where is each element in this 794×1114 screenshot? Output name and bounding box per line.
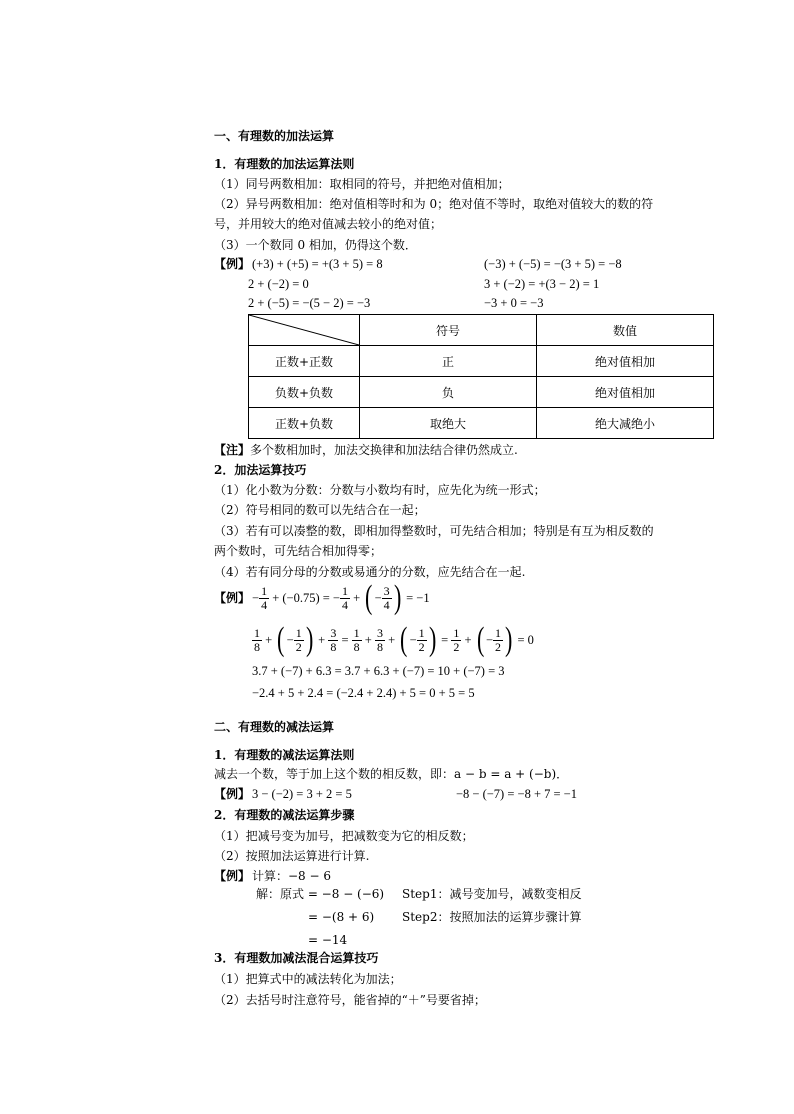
solution-step-1: Step1：减号变加号，减数变相反 <box>402 887 582 901</box>
heading-subtraction-steps: 2．有理数的减法运算步骤 <box>214 808 355 822</box>
section-title-addition: 一、有理数的加法运算 <box>214 129 335 143</box>
fraction-example-1: − $\frac{1}{4}$ + (−0.75) = − $\frac{1}{4}$ + ( − $\frac{3}{4}$ ) = −1 <box>252 579 430 616</box>
step-2: （2）按照加法运算进行计算. <box>214 849 370 863</box>
table-header-value: 数值 <box>537 315 714 346</box>
rule-2-line-2: 号，并用较大的绝对值减去较小的绝对值； <box>214 217 443 231</box>
example3-label: 【例】 <box>214 787 251 801</box>
decimal-example-2: −2.4 + 5 + 2.4 = (−2.4 + 2.4) + 5 = 0 + 5 = 5 <box>252 686 475 700</box>
table-corner-cell <box>249 315 360 346</box>
heading-mixed-tips: 3．有理数加减法混合运算技巧 <box>214 951 379 965</box>
subtraction-example-a: 3 − (−2) = 3 + 2 = 5 <box>252 787 352 801</box>
note-text: 多个数相加时，加法交换律和加法结合律仍然成立. <box>250 443 518 457</box>
note-label: 【注】 <box>214 443 251 457</box>
table-cell: 负 <box>360 377 537 408</box>
example-1a: (+3) + (+5) = +(3 + 5) = 8 <box>252 257 383 271</box>
example-label: 【例】 <box>214 257 251 271</box>
example-1b: (−3) + (−5) = −(3 + 5) = −8 <box>484 257 622 271</box>
note-row <box>214 442 518 458</box>
table-cell: 正数+负数 <box>249 408 360 439</box>
example4-label: 【例】 <box>214 869 251 883</box>
tip-3-line-1: （3）若有可以凑整的数，即相加得整数时，可先结合相加；特别是有互为相反数的 <box>214 524 654 538</box>
table-cell: 正数+正数 <box>249 346 360 377</box>
subtraction-rule: 减去一个数，等于加上这个数的相反数，即：a − b = a + (−b)． <box>214 767 569 781</box>
tip-2: （2）符号相同的数可以先结合在一起； <box>214 503 426 517</box>
rule-2-line-1: （2）异号两数相加：绝对值相等时和为 0；绝对值不等时，取绝对值较大的数的符 <box>214 197 654 211</box>
tip-1: （1）化小数为分数：分数与小数均有时，应先化为统一形式； <box>214 483 546 497</box>
table-cell: 正 <box>360 346 537 377</box>
diagonal-line <box>249 315 359 345</box>
table-cell: 绝对值相加 <box>537 377 714 408</box>
example2-label: 【例】 <box>214 591 251 605</box>
solution-line-3: = −14 <box>308 933 348 947</box>
solution-line-2: = −(8 + 6) <box>308 910 375 924</box>
fraction-example-2: $\frac{1}{8}$ + ( − $\frac{1}{2}$ ) + $\frac{3}{8}$ = $\frac{1}{8}$ + $\frac{3}{8}$ + ( − $\frac{1}{2}$ ) = $\frac{1}{2}$ + ( − $\frac{1}{2}$ ) = 0 <box>254 621 534 658</box>
addition-rules-table <box>248 314 714 439</box>
table-cell: 绝大减绝小 <box>537 408 714 439</box>
heading-addition-rules: 1．有理数的加法运算法则 <box>214 157 355 171</box>
solution-line-1: 解：原式 = −8 − (−6) <box>256 887 385 901</box>
example-3a: 2 + (−5) = −(5 − 2) = −3 <box>248 296 371 310</box>
example-2b: 3 + (−2) = +(3 − 2) = 1 <box>484 277 600 291</box>
table-cell: 负数+负数 <box>249 377 360 408</box>
heading-addition-tips: 2．加法运算技巧 <box>214 463 307 477</box>
subtraction-example-b: −8 − (−7) = −8 + 7 = −1 <box>456 787 577 801</box>
table-header-sign: 符号 <box>360 315 537 346</box>
example-3b: −3 + 0 = −3 <box>484 296 544 310</box>
rule-3: （3）一个数同 0 相加，仍得这个数． <box>214 238 417 252</box>
mixed-tip-1: （1）把算式中的减法转化为加法； <box>214 972 402 986</box>
decimal-example-1: 3.7 + (−7) + 6.3 = 3.7 + 6.3 + (−7) = 10 + (−7) = 3 <box>252 664 505 678</box>
mixed-tip-2: （2）去括号时注意符号，能省掉的“＋”号要省掉； <box>214 993 486 1007</box>
heading-subtraction-rules: 1．有理数的减法运算法则 <box>214 748 355 762</box>
calc-prompt: 计算：−8 − 6 <box>252 869 332 883</box>
table-cell: 取绝大 <box>360 408 537 439</box>
section-title-subtraction: 二、有理数的减法运算 <box>214 720 335 734</box>
table-cell: 绝对值相加 <box>537 346 714 377</box>
tip-3-line-2: 两个数时，可先结合相加得零； <box>214 544 383 558</box>
example-2a: 2 + (−2) = 0 <box>248 277 309 291</box>
rule-1: （1）同号两数相加：取相同的符号，并把绝对值相加； <box>214 177 510 191</box>
tip-4: （4）若有同分母的分数或易通分的分数，应先结合在一起. <box>214 565 526 579</box>
step-1: （1）把减号变为加号，把减数变为它的相反数； <box>214 829 474 843</box>
solution-step-2: Step2：按照加法的运算步骤计算 <box>402 910 582 924</box>
